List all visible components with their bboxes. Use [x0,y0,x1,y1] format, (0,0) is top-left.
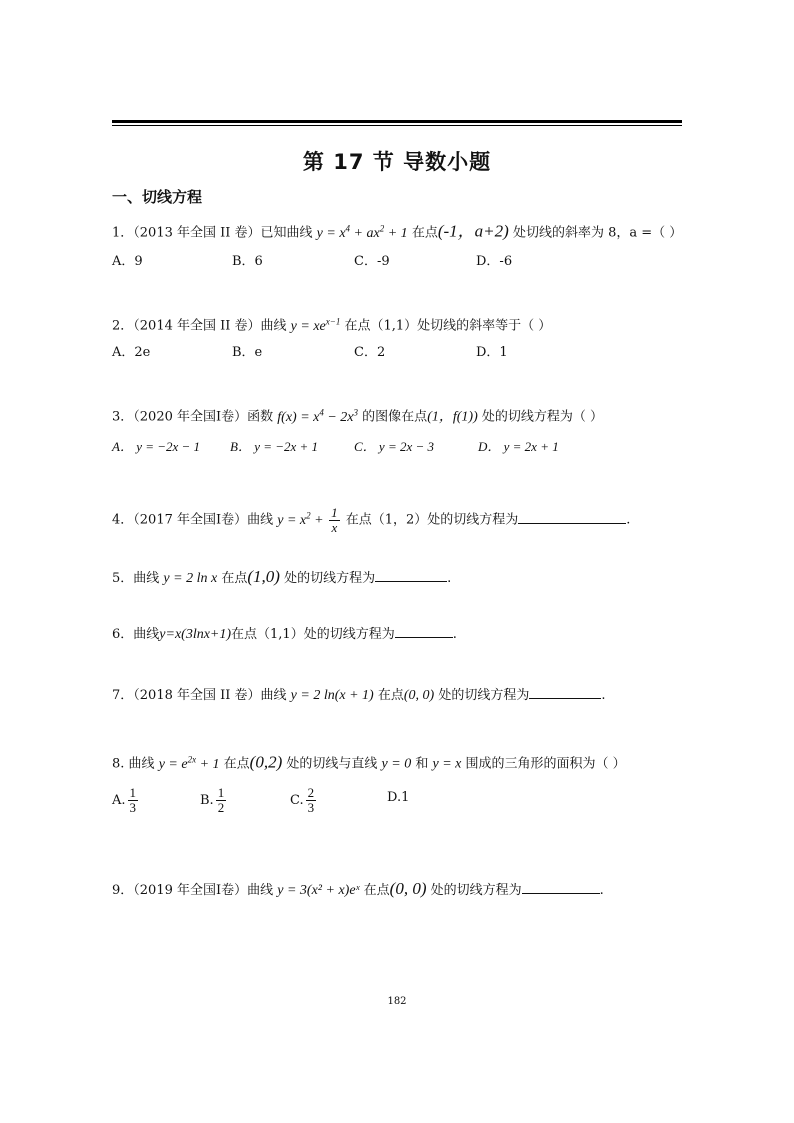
q2-option-d[interactable]: D．1 [476,345,508,360]
q1-suffix: 处切线的斜率为 8，a =（ ） [512,225,683,241]
q9-mid: 在点 [363,883,390,898]
q8-and: 和 [415,756,429,772]
q8-option-a[interactable] [112,786,140,815]
q1-curve-formula: $y = x^4 + ax^2 + 1$ [316,223,408,241]
q5-answer-blank[interactable] [375,581,447,582]
q3-option-a[interactable]: A． y = −2x − 1 [112,439,201,454]
q2-option-b[interactable]: B．e [232,345,263,360]
q1-option-a[interactable]: A．9 [112,254,143,269]
q1-option-d[interactable]: D．-6 [476,254,513,269]
q8-option-a-label: A. [112,793,126,808]
q7-end: . [601,688,606,703]
question-2 [112,311,551,337]
q7-point: (0, 0) [403,688,435,703]
q1-prefix: 1．（2013 年全国 II 卷）已知曲线 [112,225,313,241]
question-9 [112,879,604,901]
q8-mid: 在点 [223,756,250,772]
q3-tail: 处的切线方程为（ ） [481,409,604,425]
q2-suffix: 在点（1,1）处切线的斜率等于（ ） [344,318,552,334]
q3-point: (1，f(1)) [427,409,478,425]
question-8 [112,749,626,775]
q7-mid: 在点 [377,688,404,703]
q2-option-a[interactable]: A．2e [112,345,151,360]
page-title: 第 17 节 导数小题 [302,150,492,174]
q6-end: . [452,627,457,642]
q7-curve-formula: y = 2 ln(x + 1) [290,688,374,703]
q1-option-b[interactable]: B．6 [232,254,263,269]
q1-option-c[interactable]: C．-9 [354,254,390,269]
q7-suffix: 处的切线方程为 [438,688,530,703]
q3-option-d[interactable]: D． y = 2x + 1 [478,439,559,454]
q8-suffix1: 处的切线与直线 [286,756,378,772]
q4-prefix: 4．（2017 年全国Ⅰ卷）曲线 [112,512,274,528]
q1-options [112,252,682,272]
q6-answer-blank[interactable] [395,637,453,638]
q6-prefix: 6．曲线 [112,627,160,642]
q5-point: (1,0) [247,567,280,586]
q7-answer-blank[interactable] [529,698,601,699]
q8-option-b[interactable] [200,786,228,815]
q3-suffix: 的图像在点 [362,409,428,425]
q9-point: (0, 0) [389,879,427,898]
q9-answer-blank[interactable] [522,893,600,894]
q8-option-b-label: B. [200,793,214,808]
q9-curve-formula: y = 3(x² + x)eˣ [277,883,360,898]
q2-curve-formula: $y = xe^{x-1}$ [290,316,341,334]
q2-option-c[interactable]: C．2 [354,345,386,360]
question-6 [112,625,457,645]
q4-fraction: $\frac{1}{x}$ [331,504,338,535]
q9-suffix: 处的切线方程为 [430,883,522,898]
question-1 [112,218,682,244]
section-title: 一、切线方程 [112,188,203,206]
question-5 [112,567,451,589]
question-3 [112,402,603,428]
q3-function-formula: $f(x) = x^4 - 2x^3$ [277,407,359,425]
q3-prefix: 3．（2020 年全国Ⅰ卷）函数 [112,409,274,425]
q3-options [112,437,682,457]
page-number: 182 [387,996,407,1007]
q3-option-c[interactable]: C． y = 2x − 3 [354,439,435,454]
q4-end: . [626,512,631,528]
q4-answer-blank[interactable] [518,523,626,524]
q1-mid: 在点 [411,225,438,241]
q6-curve-formula: y=x(3lnx+1) [159,627,232,642]
q8-line1: y = 0 [381,756,412,772]
q2-options [112,343,682,363]
header-rule-thin [112,125,682,126]
q5-curve-formula: y = 2 ln x [163,571,218,586]
q9-prefix: 9．（2019 年全国Ⅰ卷）曲线 [112,883,274,898]
q2-prefix: 2．（2014 年全国 II 卷）曲线 [112,318,287,334]
q1-point: (-1，a+2) [437,221,509,241]
q9-end: . [599,883,604,898]
q8-suffix2: 围成的三角形的面积为（ ） [465,756,626,772]
q5-mid: 在点 [221,571,248,586]
q8-option-c[interactable] [290,786,318,815]
q8-option-a-fraction: $\frac{1}{3}$ [129,785,137,815]
q3-option-b[interactable]: B． y = −2x + 1 [230,439,319,454]
header-rule-thick [112,120,682,123]
q8-curve-formula: $y = e^{2x} + 1$ [158,754,220,772]
q8-point: (0,2) [249,752,283,772]
q6-suffix: 在点（1,1）处的切线方程为 [231,627,395,642]
q8-option-b-fraction: $\frac{1}{2}$ [217,785,225,815]
q4-curve-formula: $y = x^2$ + $\frac{1}{x}$ [277,504,338,535]
q8-option-d[interactable]: D.1 [387,790,410,805]
q8-option-c-fraction: $\frac{2}{3}$ [307,785,315,815]
q5-suffix: 处的切线方程为 [284,571,376,586]
q8-option-c-label: C. [290,793,304,808]
question-4 [112,500,630,536]
question-7 [112,686,606,706]
q8-options [112,782,682,816]
q5-prefix: 5．曲线 [112,571,160,586]
q8-prefix: 8. 曲线 [112,756,155,772]
q5-end: . [447,571,452,586]
q4-suffix: 在点（1，2）处的切线方程为 [345,512,519,528]
q8-line2: y = x [432,756,462,772]
q7-prefix: 7．（2018 年全国 II 卷）曲线 [112,688,287,703]
